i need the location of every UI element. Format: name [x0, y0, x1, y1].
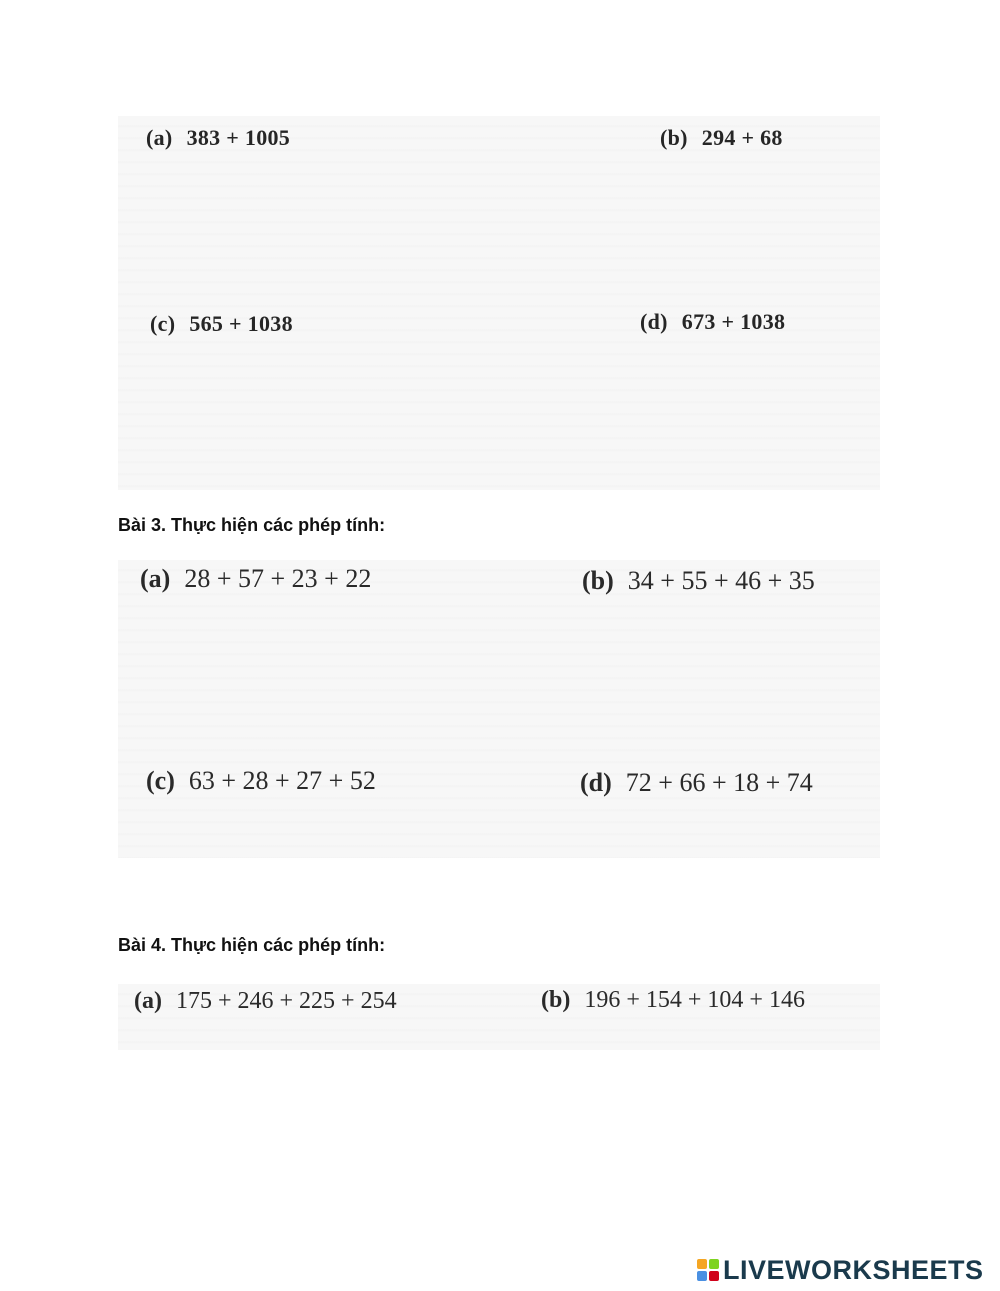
logo-square [709, 1259, 719, 1269]
logo-square [709, 1271, 719, 1281]
problem-expression: 383 + 1005 [186, 125, 291, 150]
problem-expression: 34 + 55 + 46 + 35 [627, 566, 815, 595]
liveworksheets-logo [697, 1255, 984, 1285]
logo-square [697, 1271, 707, 1281]
problem-2a [146, 125, 290, 151]
problem-expression: 565 + 1038 [189, 311, 293, 336]
scan-block-exercise-2 [118, 116, 880, 490]
problem-2b [660, 125, 783, 151]
problem-label: (c) [150, 311, 176, 336]
problem-expression: 175 + 246 + 225 + 254 [175, 988, 397, 1014]
problem-expression: 196 + 154 + 104 + 146 [584, 987, 805, 1013]
exercise-4-heading: Bài 4. Thực hiện các phép tính: [118, 935, 386, 955]
problem-expression: 63 + 28 + 27 + 52 [188, 766, 376, 795]
logo-wordmark: LIVEWORKSHEETS [723, 1254, 984, 1285]
scan-block-exercise-3 [118, 560, 880, 858]
problem-label: (a) [140, 564, 171, 593]
problem-expression: 673 + 1038 [681, 309, 786, 334]
problem-expression: 28 + 57 + 23 + 22 [184, 564, 372, 593]
problem-label: (b) [660, 125, 688, 150]
problem-3a [140, 564, 371, 594]
exercise-3-heading: Bài 3. Thực hiện các phép tính: [118, 515, 386, 535]
problem-label: (d) [640, 309, 668, 334]
problem-2d [640, 309, 785, 335]
logo-mark-icon [697, 1259, 719, 1281]
problem-label: (b) [582, 566, 614, 595]
problem-4b [541, 987, 805, 1014]
problem-expression: 294 + 68 [701, 125, 783, 150]
problem-label: (a) [134, 988, 162, 1014]
problem-3b [582, 566, 815, 596]
problem-label: (a) [146, 125, 173, 150]
problem-3d [580, 768, 813, 798]
problem-label: (d) [580, 768, 612, 797]
problem-3c [146, 766, 376, 796]
problem-label: (c) [146, 766, 175, 795]
logo-square [697, 1259, 707, 1269]
problem-2c [150, 311, 293, 337]
problem-4a [134, 988, 397, 1015]
problem-label: (b) [541, 987, 571, 1013]
problem-expression: 72 + 66 + 18 + 74 [625, 768, 813, 797]
